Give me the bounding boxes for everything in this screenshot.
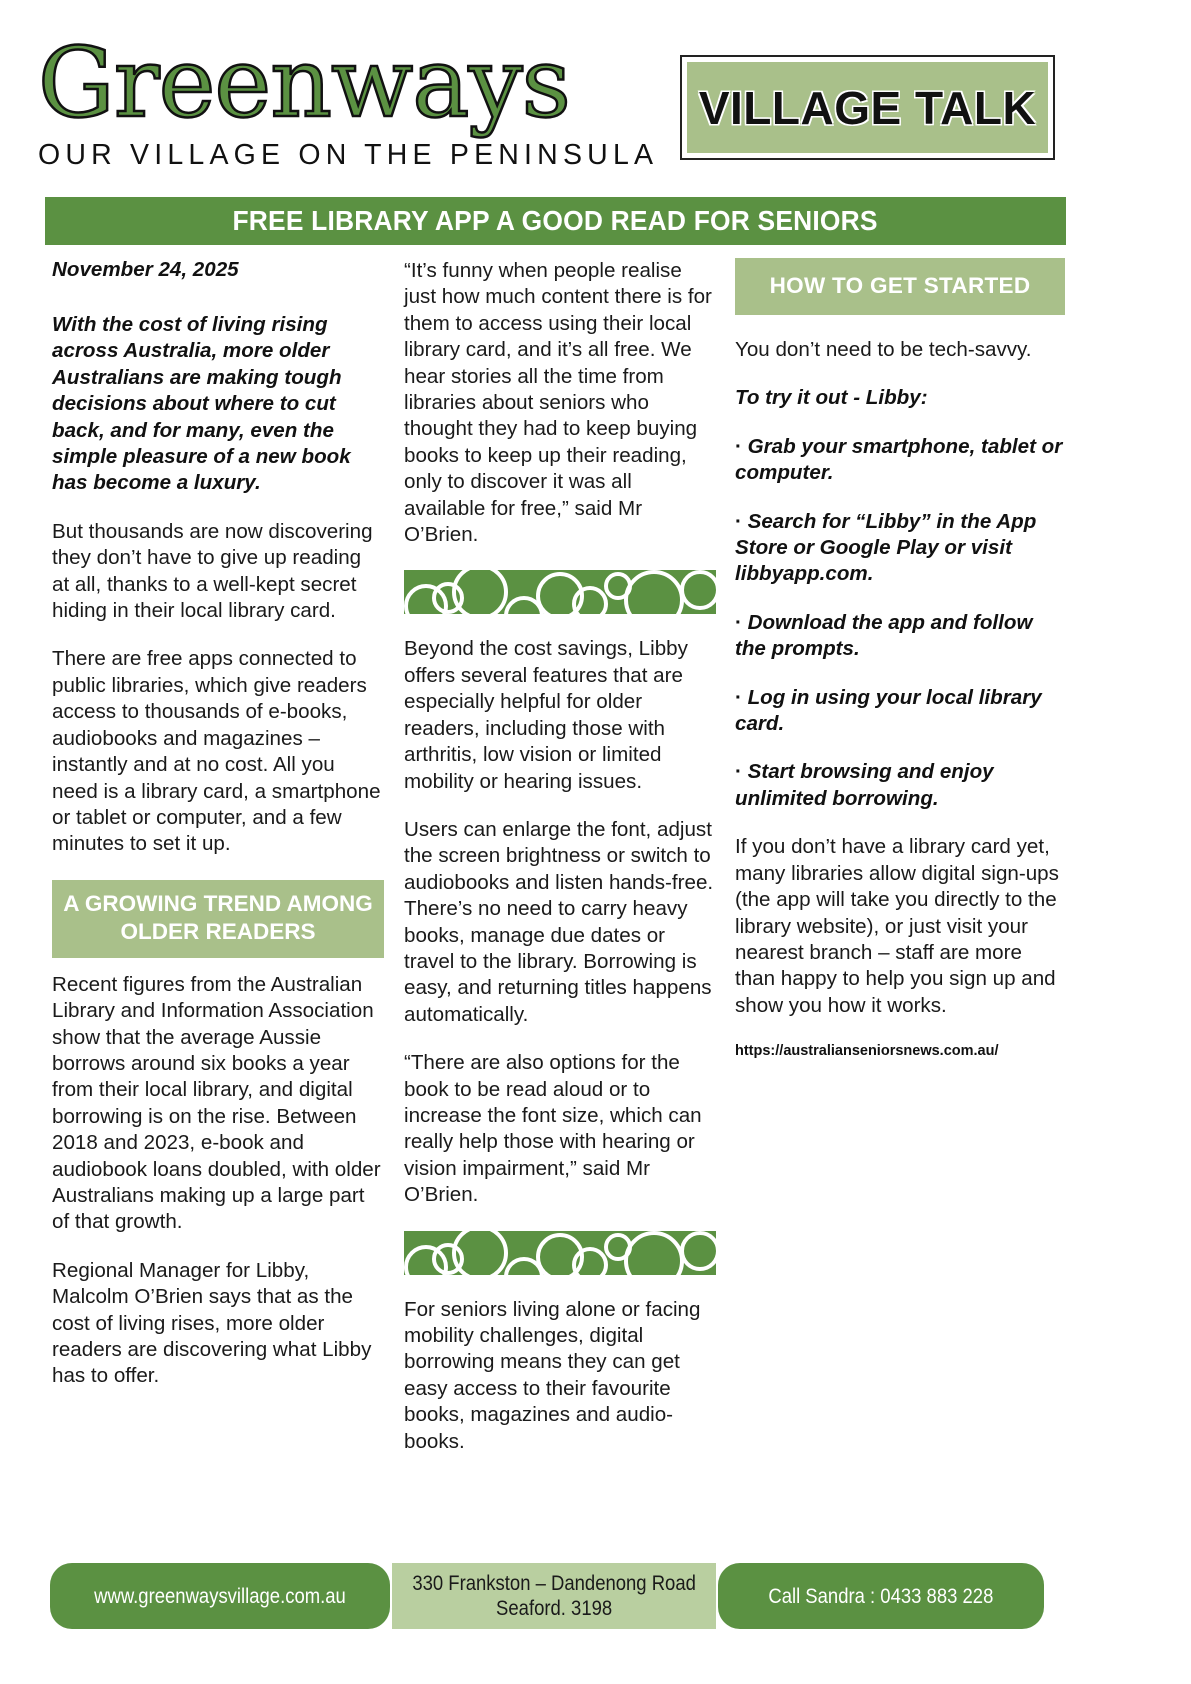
footer-website-panel[interactable]: [50, 1563, 390, 1629]
paragraph-c2-2: Beyond the cost savings, Libby offers several features that are especially helpful for older readers, including those with arthritis, low vision or limited mobility or hearing issues.: [404, 637, 688, 793]
bullet-marker-icon: ·: [735, 610, 742, 634]
bullet-marker-icon: ·: [735, 685, 742, 709]
village-talk-badge-fill: [687, 62, 1048, 153]
article-headline-text: FREE LIBRARY APP A GOOD READ FOR SENIORS: [232, 205, 879, 236]
subhead-how-to-get-started: HOW TO GET STARTED: [735, 258, 1065, 315]
column-two: [404, 258, 718, 1477]
list-item-step-3-text: Download the app and follow the prompts.: [735, 610, 1033, 661]
column-three: [735, 258, 1065, 1061]
subhead-growing-trend: A GROWING TREND AMONG OLDER READERS: [52, 880, 384, 958]
bullet-marker-icon: ·: [735, 434, 742, 458]
paragraph-c3-2: If you don’t have a library card yet, many libraries allow digital sign-ups (the app will take you directly to the library website), or just visit your nearest branch – staff are more than happy to help you sign up and show you how it works.: [735, 835, 1059, 1017]
column-one: [52, 258, 384, 1412]
footer-website-text: www.greenwaysvillage.com.au: [94, 1584, 346, 1608]
paragraph-c2-1: “It’s funny when people realise just how much content there is for them to access using their local library card, and it’s all free. We hear stories all the time from libraries about seniors who thought they had to keep buying books to keep up their reading, only to discover it was all available for free,” said Mr O’Brien.: [404, 259, 712, 547]
circles-divider-icon-bottom: [404, 1231, 716, 1275]
masthead-tagline: OUR VILLAGE ON THE PENINSULA: [38, 139, 659, 172]
footer-address-line-2: Seaford. 3198: [495, 1597, 613, 1620]
list-item-step-3: [735, 610, 1065, 663]
article-lead-paragraph: With the cost of living rising across Australia, more older Australians are making tough decisions about where to cut back, and for many, even the simple pleasure of a new book has become a luxury.: [52, 313, 351, 495]
footer-contact-text: Call Sandra : 0433 883 228: [768, 1584, 994, 1608]
footer: [0, 1563, 1191, 1643]
circles-divider-icon-top: [404, 570, 716, 614]
footer-address-panel: [392, 1563, 716, 1629]
list-item-step-5-text: Start browsing and enjoy unlimited borrowing.: [735, 760, 994, 810]
list-item-step-1-text: Grab your smartphone, tablet or computer.: [735, 434, 1063, 485]
list-item-step-2: [735, 509, 1065, 588]
paragraph-c2-3: Users can enlarge the font, adjust the screen brightness or switch to audiobooks and listen hands-free. There’s no need to carry heavy books, manage due dates or travel to the library. Borrowing is easy, and returning titles happens automatically.: [404, 817, 714, 1026]
footer-address-line-1: 330 Frankston – Dandenong Road: [412, 1572, 696, 1595]
list-item-step-2-text: Search for “Libby” in the App Store or Google Play or visit libbyapp.com.: [735, 509, 1037, 586]
village-talk-badge: [680, 55, 1055, 160]
paragraph-c2-4: “There are also options for the book to be read aloud or to increase the font size, which can really help those with hearing or vision impairment,” said Mr O’Brien.: [404, 1051, 702, 1207]
list-item-step-4-text: Log in using your local library card.: [735, 685, 1042, 736]
article-headline-banner: [45, 197, 1066, 245]
bullet-marker-icon: ·: [735, 509, 742, 533]
list-item-step-1: [735, 434, 1065, 487]
list-item-step-4: [735, 685, 1065, 738]
logo-block: [38, 27, 668, 172]
article-date: November 24, 2025: [52, 258, 239, 281]
paragraph-c3-1: You don’t need to be tech-savvy.: [735, 338, 1032, 361]
footer-contact-panel[interactable]: [718, 1563, 1044, 1629]
list-item-step-5: [735, 759, 1065, 812]
footer-address-text: [412, 1571, 696, 1621]
paragraph-c1-1: But thousands are now discovering they don’t have to give up reading at all, thanks to a well-kept secret hiding in their local library card.: [52, 519, 373, 623]
source-url-link[interactable]: https://australianseniorsnews.com.au/: [735, 1043, 999, 1060]
masthead: [0, 0, 1191, 185]
try-it-out-label: To try it out - Libby:: [735, 386, 928, 410]
paragraph-c1-2: There are free apps connected to public libraries, which give readers access to thousands of e-books, audiobooks and magazines – instantly and at no cost. All you need is a library card, a smartphone or tablet or computer, and a few minutes to set it up.: [52, 647, 381, 856]
paragraph-c1-3: Recent figures from the Australian Library and Information Association show that the average Aussie borrows around six books a year from their local library, and digital borrowing is on the rise. Between 2018 and 2023, e-book and audiobook loans doubled, with older Australians making up a large part of that growth.: [52, 972, 381, 1234]
masthead-logo-wordmark: Greenways: [38, 27, 570, 139]
bullet-marker-icon: ·: [735, 760, 742, 784]
village-talk-label: VILLAGE TALK: [698, 81, 1037, 134]
paragraph-c2-5: For seniors living alone or facing mobility challenges, digital borrowing means they can get easy access to their favourite books, magazines and audio-books.: [404, 1297, 701, 1453]
paragraph-c1-4: Regional Manager for Libby, Malcolm O’Brien says that as the cost of living rises, more older readers are discovering what Libby has to offer.: [52, 1258, 372, 1388]
